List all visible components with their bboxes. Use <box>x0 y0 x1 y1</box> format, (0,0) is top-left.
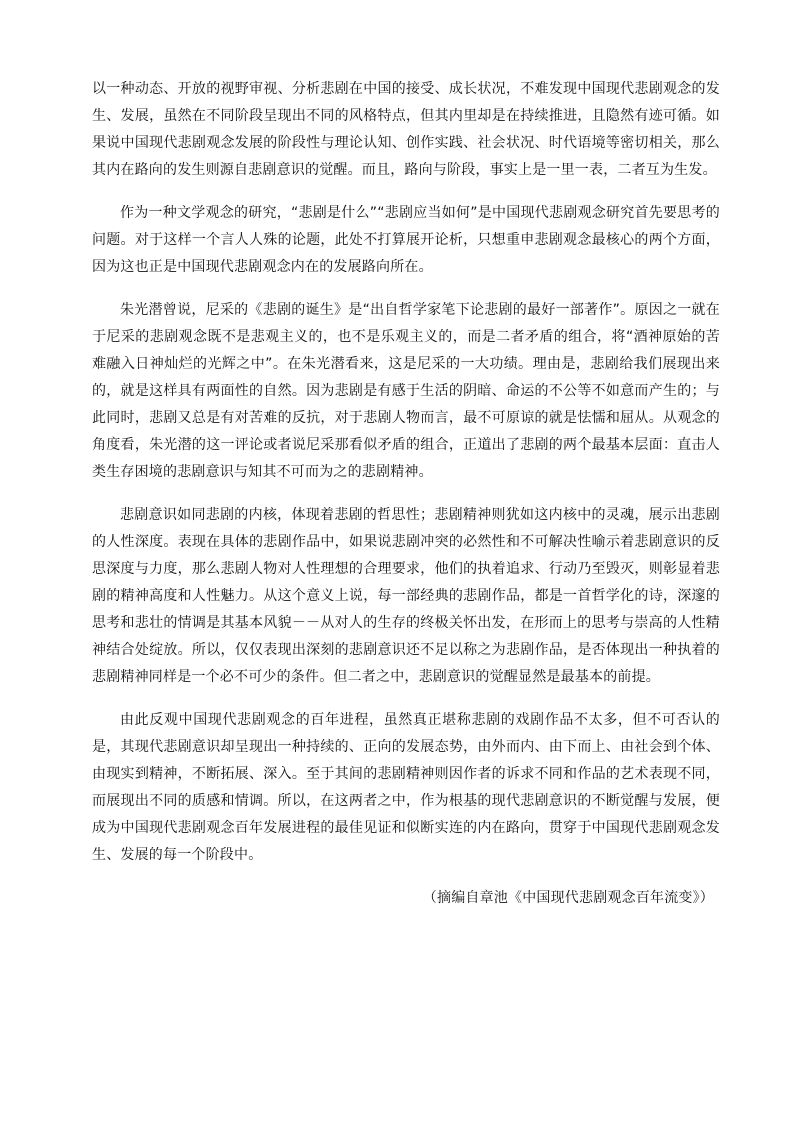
paragraph-5: 由此反观中国现代悲剧观念的百年进程，虽然真正堪称悲剧的戏剧作品不太多，但不可否认的是，其现代悲剧意识却呈现出一种持续的、正向的发展态势，由外而内、由下而上、由社会到个体、由现实到精神，不断拓展、深入。至于其间的悲剧精神则因作者的诉求不同和作品的艺术表现不同，而展现出不同的质感和情调。所以，在这两者之中，作为根基的现代悲剧意识的不断觉醒与发展，便成为中国现代悲剧观念百年发展进程的最佳见证和似断实连的内在路向，贯穿于中国现代悲剧观念发生、发展的每一个阶段中。 <box>92 712 720 863</box>
paragraph-1: 以一种动态、开放的视野审视、分析悲剧在中国的接受、成长状况，不难发现中国现代悲剧观念的发生、发展，虽然在不同阶段呈现出不同的风格特点，但其内里却是在持续推进，且隐然有迹可循。如果说中国现代悲剧观念发展的阶段性与理论认知、创作实践、社会状况、时代语境等密切相关，那么其内在路向的发生则源自悲剧意识的觉醒。而且，路向与阶段，事实上是一里一表，二者互为生发。 <box>92 81 720 178</box>
paragraph-3: 朱光潜曾说，尼采的《悲剧的诞生》是“出自哲学家笔下论悲剧的最好一部著作”。原因之一就在于尼采的悲剧观念既不是悲观主义的，也不是乐观主义的，而是二者矛盾的组合，将“酒神原始的苦难融入日神灿烂的光辉之中”。在朱光潜看来，这是尼采的一大功绩。理由是，悲剧给我们展现出来的，就是这样具有两面性的自然。因为悲剧是有感于生活的阴暗、命运的不公等不如意而产生的；与此同时，悲剧又总是有对苦难的反抗，对于悲剧人物而言，最不可原谅的就是怯懦和屈从。从观念的角度看，朱光潜的这一评论或者说尼采那看似矛盾的组合，正道出了悲剧的两个最基本层面：直击人类生存困境的悲剧意识与知其不可而为之的悲剧精神。 <box>92 302 720 480</box>
paragraph-2: 作为一种文学观念的研究，“悲剧是什么”“悲剧应当如何”是中国现代悲剧观念研究首先要思考的问题。对于这样一个言人人殊的论题，此处不打算展开论析，只想重申悲剧观念最核心的两个方面，因为这也正是中国现代悲剧观念内在的发展路向所在。 <box>92 205 720 275</box>
source-citation: （摘编自章池《中国现代悲剧观念百年流变》） <box>422 890 714 906</box>
article-body <box>92 76 720 912</box>
paragraph-4: 悲剧意识如同悲剧的内核，体现着悲剧的哲思性；悲剧精神则犹如这内核中的灵魂，展示出悲剧的人性深度。表现在具体的悲剧作品中，如果说悲剧冲突的必然性和不可解决性喻示着悲剧意识的反思深度与力度，那么悲剧人物对人性理想的合理要求，他们的执着追求、行动乃至毁灭，则彰显着悲剧的精神高度和人性魅力。从这个意义上说，每一部经典的悲剧作品，都是一首哲学化的诗，深邃的思考和悲壮的情调是其基本风貌－－从对人的生存的终极关怀出发，在形而上的思考与崇高的人性精神结合处绽放。所以，仅仅表现出深刻的悲剧意识还不足以称之为悲剧作品，是否体现出一种执着的悲剧精神同样是一个必不可少的条件。但二者之中，悲剧意识的觉醒显然是最基本的前提。 <box>92 507 720 685</box>
